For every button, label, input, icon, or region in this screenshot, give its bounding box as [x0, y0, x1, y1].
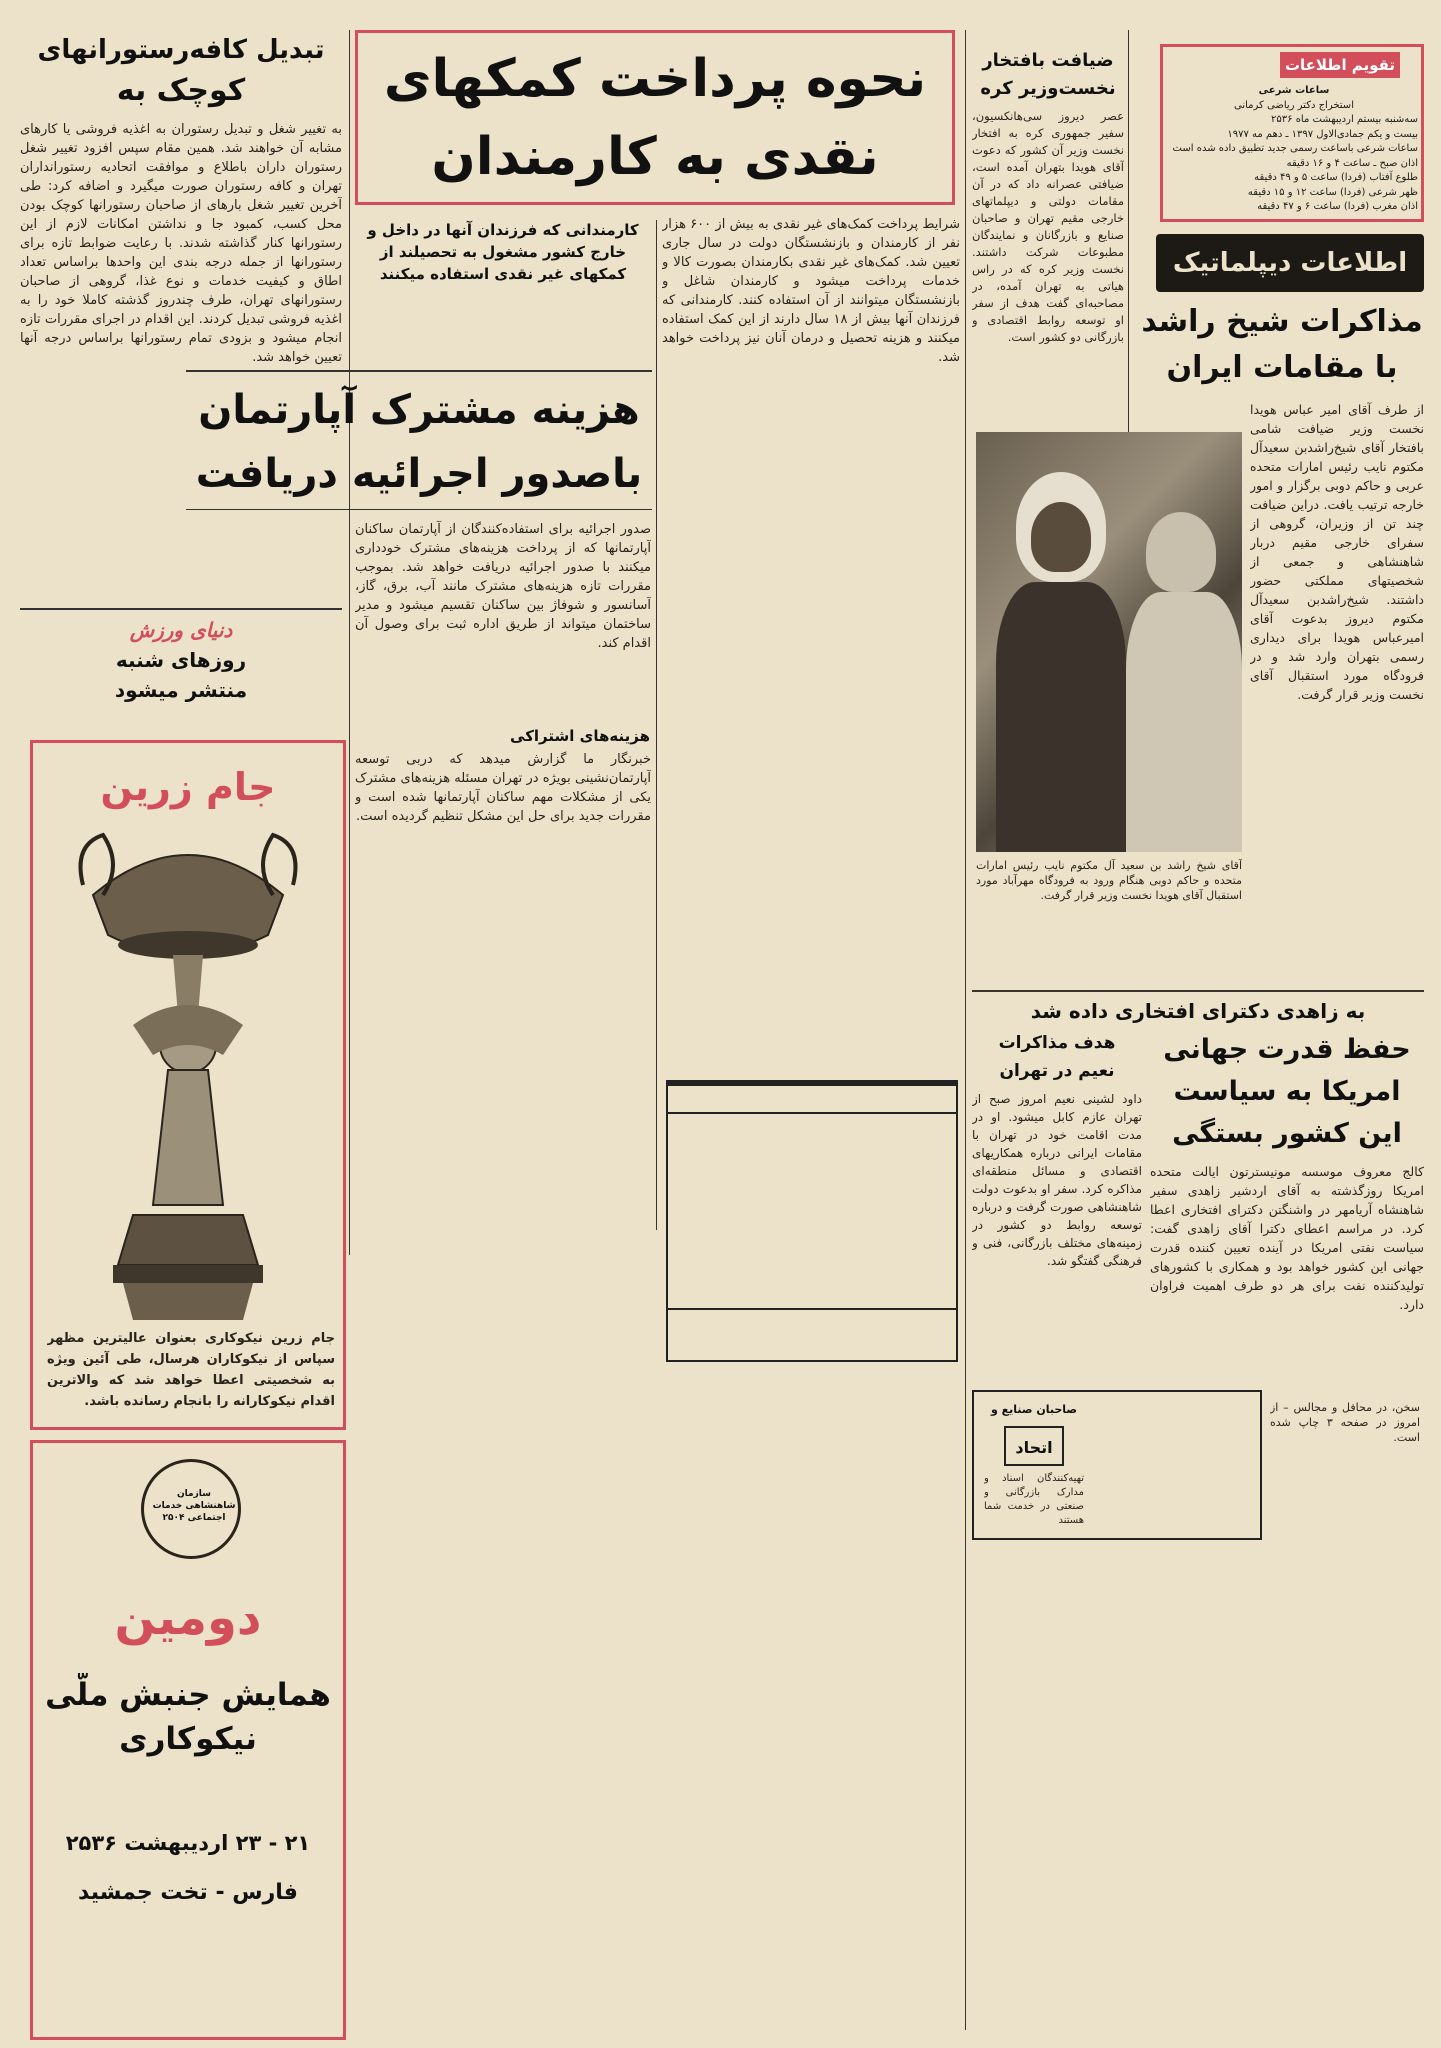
- apartment-headline-line2: باصدور اجرائیه دریافت: [195, 451, 643, 497]
- cup-ad-event: همایش جنبش ملّی نیکوکاری: [45, 1677, 331, 1757]
- photo-figure-head: [1146, 512, 1216, 592]
- zahedi-body: کالج معروف موسسه مونیسترتون ایالت متحده امریکا روزگذشته به آقای اردشیر زاهدی سفیر شاهنشاه آریامهر در واشنگتن دکترای افتخاری اعطا کرد. در مراسم اعطای دکترا آقای زاهدی گفت: سیاست نفتی امریکا در آینده تعیین کننده قدرت جهانی این کشور خواهد بود و همکاری با کشورهای تولیدکننده نفت برای هر دو طرف اهمیت فراوان دارد.: [1150, 1164, 1424, 1312]
- section-rule: [972, 990, 1424, 992]
- cup-ad-dates: ۲۱ - ۲۳ اردیبهشت ۲۵۳۶: [65, 1831, 311, 1855]
- cup-ad-second: دومین: [114, 1590, 262, 1646]
- photo-figure-robe: [996, 582, 1126, 852]
- calendar-line: ساعات شرعی: [1258, 85, 1330, 96]
- apartment-body: صدور اجرائیه برای استفاده‌کنندگان از آپارتمان ساکنان آپارتمانها که از پرداخت هزینه‌های مشترک خودداری میکنند با صدور اجرائیه دریافت خواهد شد. بموجب مقررات تازه هزینه‌های مشترک مانند آب، برق، گاز، آسانسور و شوفاژ بین ساکنان تقسیم میشود و مدیر ساختمان میتواند از طریق اداره ثبت برای وصول آن اقدام کند.: [355, 522, 651, 651]
- zahedi-headline-line3: این کشور بستگی: [1172, 1118, 1402, 1149]
- sport-title: دنیای ورزش: [129, 618, 233, 642]
- university-ad-content: [666, 1112, 958, 1362]
- diplomatic-banner-text: اطلاعات دیپلماتیک: [1172, 248, 1408, 278]
- photo-figure-face: [1031, 502, 1091, 572]
- photo-caption: آقای شیخ راشد بن سعید آل مکتوم نایب رئیس امارات متحده و حاکم دوبی هنگام ورود به فرودگاه مهرآباد مورد استقبال آقای هویدا نخست وزیر قرار گرفت.: [976, 859, 1242, 902]
- workers-subhead-box: [355, 215, 651, 355]
- placeholder-3: [666, 1082, 958, 1086]
- cafe-headline-line2: کوچک به: [116, 73, 246, 108]
- seal-text: سازمان شاهنشاهی خدمات اجتماعی ۲۵۰۴: [152, 1489, 236, 1523]
- calendar-lines: [1170, 84, 1418, 220]
- column-rule: [656, 220, 657, 1230]
- reception-headline-line1: ضیافت بافتخار: [982, 50, 1114, 71]
- cup-ad-place: فارس - تخت جمشید: [78, 1880, 298, 1905]
- reception-headline-line2: نخست‌وزیر کره: [980, 78, 1116, 99]
- zahedi-headline-line1: حفظ قدرت جهانی: [1163, 1034, 1411, 1065]
- column-rule: [1128, 30, 1129, 450]
- golden-cup-illustration: [73, 825, 303, 1325]
- workers-body: شرایط پرداخت کمک‌های غیر نقدی به بیش از ۶۰۰ هزار نفر از کارمندان و بازنشستگان دولت در سال جاری تعیین شد. کمک‌های غیر نقدی بکارمندان بصورت کالا و خدمات پرداخت میشود و کارمندان شاغل و بازنشستگان میتوانند از آن استفاده کنند. کارمندانی که فرزندان آنها بیش از ۱۸ سال دارند از این کمک استفاده میکنند و هزینه تحصیل و درمان آنان نیز پرداخت خواهد شد.: [662, 217, 960, 365]
- zahedi-note: سخن، در محافل و مجالس – از امروز در صفحه ۳ چاپ شده است.: [1270, 1401, 1420, 1444]
- main-headline-line2: نقدی به کارمندان: [431, 127, 879, 187]
- diplomatic-body: از طرف آقای امیر عباس هویدا نخست وزیر ضیافت شامی بافتخار آقای شیخ‌راشدبن سعیدآل مکتوم نایب رئیس امارات متحده عربی و حاکم دوبی برگزار و امور خارجه ترتیب یافت. دراین ضیافت چند تن از وزیران، گروهی از سفرای خارجی مقیم دربار شاهنشاهی و جمعی از شخصیتهای مملکتی حضور داشتند. شیخ‌راشدبن سعیدآل مکتوم دیروز بدعوت آقای امیرعباس هویدا برای دیداری رسمی بتهران وارد شد و در فرودگاه مورد استقبال آقای نخست وزیر قرار گرفت.: [1250, 402, 1424, 702]
- photo-figure-suit: [1126, 592, 1242, 852]
- column-rule: [349, 30, 350, 1255]
- calendar-line: سه‌شنبه بيستم ارديبهشت ماه ۲۵۳۶: [1271, 114, 1418, 125]
- small-ad-body: تهیه‌کنندگان اسناد و مدارک بازرگانی و صنعتی در خدمت شما هستند: [984, 1473, 1084, 1526]
- diplomatic-headline-line2: با مقامات ایران: [1166, 350, 1398, 385]
- social-services-seal: [141, 1459, 241, 1559]
- reception-body: عصر دیروز سی‌هانکسیون، سفیر جمهوری کره به افتخار نخست وزیر آن کشور که دعوت آقای هویدا بتهران آمده است، ضیافتی عصرانه داد که در آن مقامات دولتی و دیپلماتهای خارجی مقیم تهران و صاحبان صنایع و بازرگانان و نمایندگان مطبوعات شرکت داشتند. نخست وزیر کره که در راس هیاتی به تهران آمده، در مصاحبه‌ای گفت هدف از سفر او توسعه روابط اقتصادی و بازرگانی دو کشور است.: [972, 109, 1124, 344]
- sport-line2: منتشر میشود: [114, 678, 248, 702]
- small-ad-logo: اتحاد: [1004, 1426, 1064, 1466]
- apartment-headline-line1: هزینه مشترک آپارتمان: [198, 387, 640, 433]
- apartment-subhead: هزینه‌های اشتراکی: [510, 727, 650, 745]
- calendar-title: تقویم اطلاعات: [1280, 52, 1400, 78]
- cup-ad-bottom: [30, 1440, 346, 2040]
- cup-ad-caption: جام زرین نیکوکاری بعنوان عالیترین مظهر سپاس از نیکوکاران هرسال، طی آئین ویژه به شخصیتی اعطا خواهد شد که والاترین اقدام نیکوکارانه را بانجام رسانده باشد.: [47, 1331, 335, 1409]
- main-headline-box: [355, 30, 955, 205]
- cafe-headline-line1: تبدیل کافه‌رستورانهای: [37, 35, 325, 65]
- zahedi-kicker: به زاهدی دکترای افتخاری داده شد: [1030, 999, 1366, 1023]
- news-photo: [976, 432, 1242, 852]
- naim-headline-line1: هدف مذاکرات: [998, 1033, 1116, 1053]
- small-ad-top: صاحبان صنایع و: [990, 1403, 1078, 1416]
- calendar-line: استخراج دکتر رياضى كرمانى: [1234, 99, 1354, 111]
- column-rule: [965, 30, 966, 2030]
- diplomatic-banner: [1156, 234, 1424, 292]
- workers-subhead: کارمندانی که فرزندان آنها در داخل و خارج کشور مشغول به تحصیلند از کمکهای غیر نقدی استفاده میکنند: [367, 221, 639, 283]
- calendar-line: طلوع آفتاب (فردا) ساعت ۵ و ۴۹ دقیقه: [1254, 172, 1418, 183]
- small-ad: [972, 1390, 1262, 1540]
- calendar-line: بيست و يكم جمادی‌الاول ۱۳۹۷ ـ دهم مه ۱۹۷۷: [1227, 128, 1418, 140]
- naim-headline-line2: نعیم در تهران: [999, 1061, 1115, 1081]
- zahedi-note-box: [1270, 1400, 1420, 1460]
- calendar-line: اذان صبح ـ ساعت ۴ و ۱۶ دقیقه: [1286, 157, 1418, 169]
- diplomatic-headline-line1: مذاکرات شیخ راشد: [1141, 304, 1423, 339]
- apartment-headline-box: [186, 370, 652, 510]
- cup-ad-title: جام زرین: [100, 765, 276, 809]
- apartment-body-continued: [186, 520, 346, 670]
- naim-body: داود لشینی نعیم امروز صبح از تهران عازم کابل میشود. او در مدت اقامت خود در تهران با مقامات ایرانی درباره همکاریهای اقتصادی و مسائل منطقه‌ای مذاکره کرد. سفر او بدعوت دولت شاهنشاهی صورت گرفت و درباره توسعه روابط دو کشور در زمینه‌های مختلف بازرگانی، فنی و فرهنگی گفتگو شد.: [972, 1092, 1142, 1268]
- calendar-line: اذان مغرب (فردا) ساعت ۶ و ۴۷ دقیقه: [1257, 201, 1418, 212]
- calendar-box: [1140, 44, 1424, 224]
- calendar-line: ظهر شرعی (فردا) ساعت ۱۲ و ۱۵ دقیقه: [1247, 186, 1418, 198]
- apartment-body2: خبرنگار ما گزارش میدهد که دربی توسعه آپارتمان‌نشینی بویژه در تهران مسئله هزینه‌های مشترک یکی از مشکلات مهم ساکنان آپارتمانها شده است و مقررات جدید برای حل این مشکل تنظیم گردیده است.: [355, 752, 651, 824]
- sport-line1: روزهای شنبه: [115, 648, 247, 672]
- zahedi-headline-line2: امریکا به سیاست: [1173, 1076, 1401, 1107]
- cup-ad-top: [30, 740, 346, 1430]
- calendar-line: ساعات شرعی باساعت رسمی جدید تطبیق داده شده است: [1172, 143, 1418, 154]
- cafe-body: به تغییر شغل و تبدیل رستوران به اغذیه فروشی یا کارهای مشابه آن خواهند شد. همین مقام سپس افزود تغییر شغل رستوران داران باطلاع و موافقت اتحادیه رستورانداران تهران و کافه رستوران صورت میگیرد و اضافه کرد: طی آخرین تغییر شغل بارهای از صاحبان رستورانها کوچک بودن محل کسب، کمبود جا و نداشتن امکانات لازم از این رستورانها کنار گذاشته شدند. با رعایت ضوابط تازه برای رستورانها از جمله درجه بندی این واحدها براساس تعداد اطاق و کیفیت خدمات و نوع غذا، گروهی از صاحبان رستورانهای تهران، طرف چندروز گذشته کاملا خود را به اغذیه فروشی تبدیل کردند. این اقدام در اجرای مقررات تازه انجام میشود و بزودی تمام رستورانها براساس درجه آنها تعیین خواهد شد.: [20, 122, 342, 365]
- main-headline-line1: نحوه پرداخت کمکهای: [383, 49, 927, 109]
